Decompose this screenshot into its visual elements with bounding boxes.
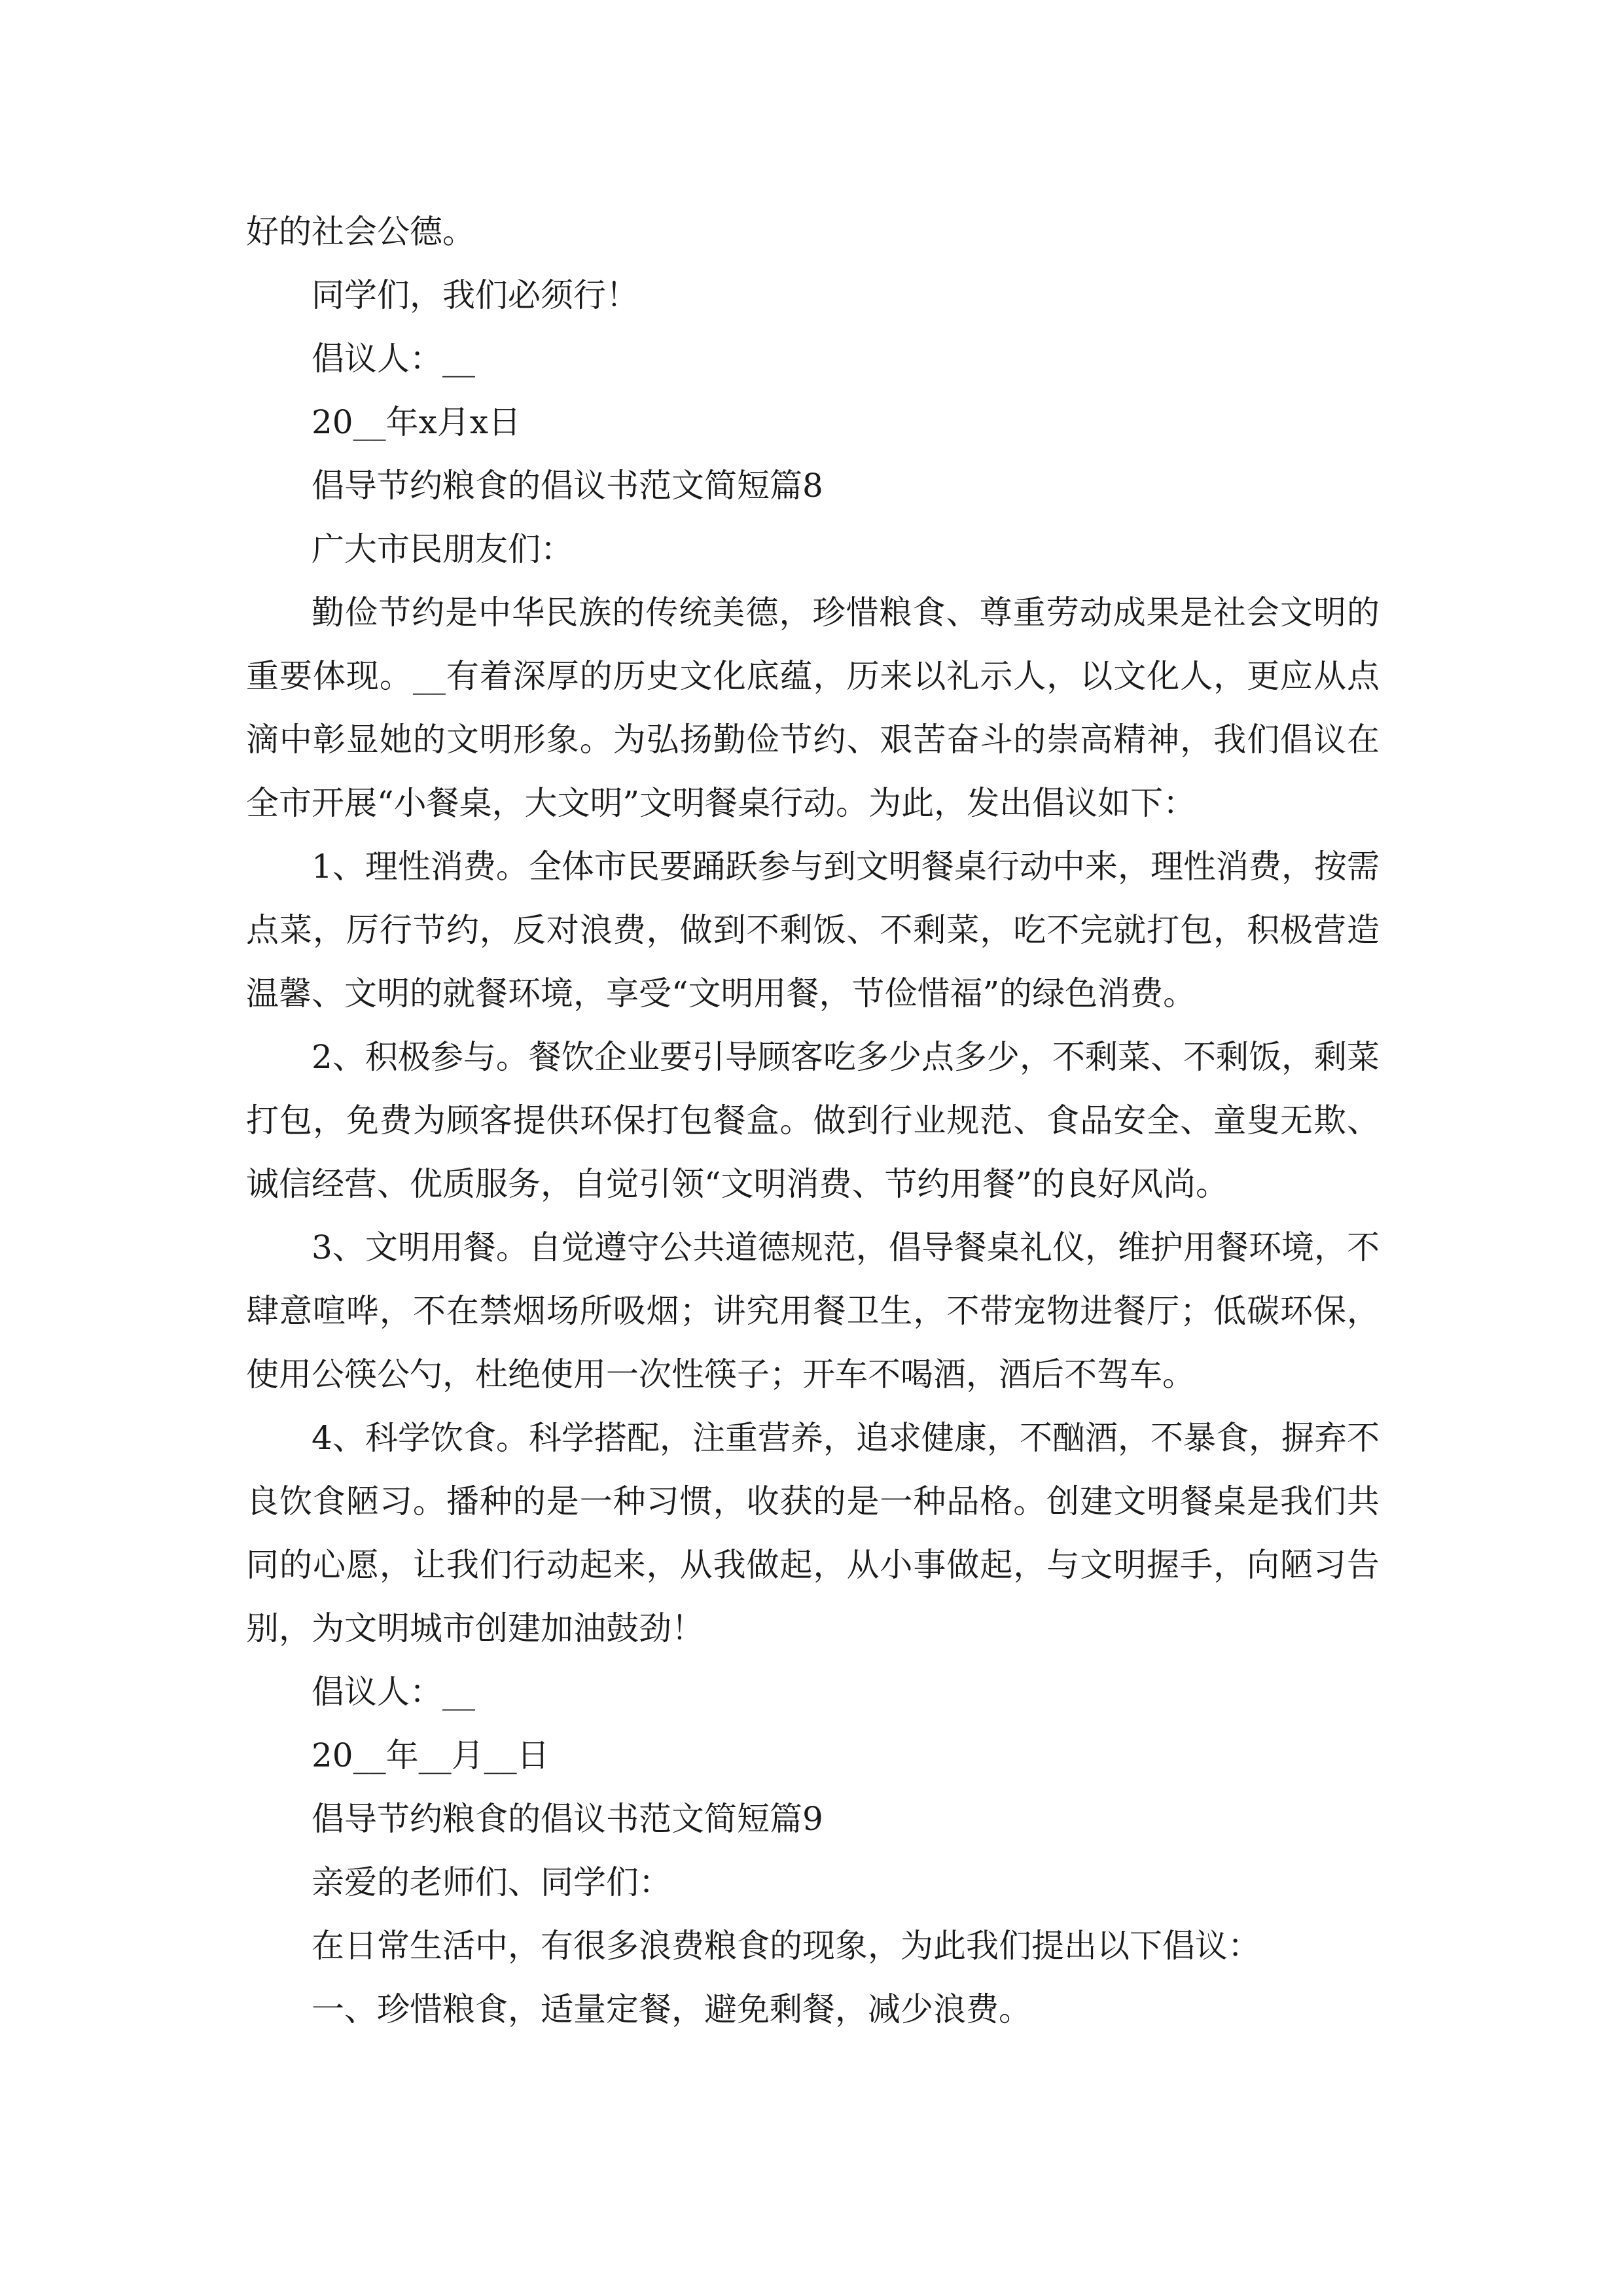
paragraph-call-to-action: 同学们，我们必须行！ <box>312 276 639 314</box>
document-body <box>246 200 1380 2041</box>
paragraph-item-1: 1、理性消费。全体市民要踊跃参与到文明餐桌行动中来，理性消费，按需点菜，厉行节约，反对浪费，做到不剩饭、不剩菜，吃不完就打包，积极营造温馨、文明的就餐环境，享受“文明用餐，节俭惜福”的绿色消费。 <box>246 848 1380 1013</box>
paragraph-item-3: 3、文明用餐。自觉遵守公共道德规范，倡导餐桌礼仪，维护用餐环境，不肆意喧哗，不在禁烟场所吸烟；讲究用餐卫生，不带宠物进餐厅；低碳环保，使用公筷公勺，杜绝使用一次性筷子；开车不喝酒，酒后不驾车。 <box>246 1229 1380 1393</box>
paragraph-continuation: 好的社会公德。 <box>246 213 475 251</box>
paragraph-item-one: 一、珍惜粮食，适量定餐，避免剩餐，减少浪费。 <box>312 1990 1031 2028</box>
paragraph-intro: 勤俭节约是中华民族的传统美德，珍惜粮食、尊重劳动成果是社会文明的重要体现。__有着深厚的历史文化底蕴，历来以礼示人，以文化人，更应从点滴中彰显她的文明形象。为弘扬勤俭节约、艰苦奋斗的崇高精神，我们倡议在全市开展“小餐桌，大文明”文明餐桌行动。为此，发出倡议如下： <box>246 594 1380 822</box>
salutation-2: 亲爱的老师们、同学们： <box>312 1863 671 1901</box>
salutation: 广大市民朋友们： <box>312 530 573 568</box>
signature-proposer: 倡议人：__ <box>312 340 475 378</box>
signature-date: 20__年x月x日 <box>312 403 522 441</box>
signature-date-2: 20__年__月__日 <box>312 1736 550 1774</box>
paragraph-item-4: 4、科学饮食。科学搭配，注重营养，追求健康，不酗酒，不暴食，摒弃不良饮食陋习。播种的是一种习惯，收获的是一种品格。创建文明餐桌是我们共同的心愿，让我们行动起来，从我做起，从小事做起，与文明握手，向陋习告别，为文明城市创建加油鼓劲！ <box>246 1419 1380 1647</box>
paragraph-intro-2: 在日常生活中，有很多浪费粮食的现象，为此我们提出以下倡议： <box>312 1927 1260 1965</box>
signature-proposer-2: 倡议人：__ <box>312 1673 475 1711</box>
section-heading-8: 倡导节约粮食的倡议书范文简短篇8 <box>312 467 823 505</box>
section-heading-9: 倡导节约粮食的倡议书范文简短篇9 <box>312 1800 823 1838</box>
paragraph-item-2: 2、积极参与。餐饮企业要引导顾客吃多少点多少，不剩菜、不剩饭，剩菜打包，免费为顾客提供环保打包餐盒。做到行业规范、食品安全、童叟无欺、诚信经营、优质服务，自觉引领“文明消费、节约用餐”的良好风尚。 <box>246 1038 1380 1203</box>
